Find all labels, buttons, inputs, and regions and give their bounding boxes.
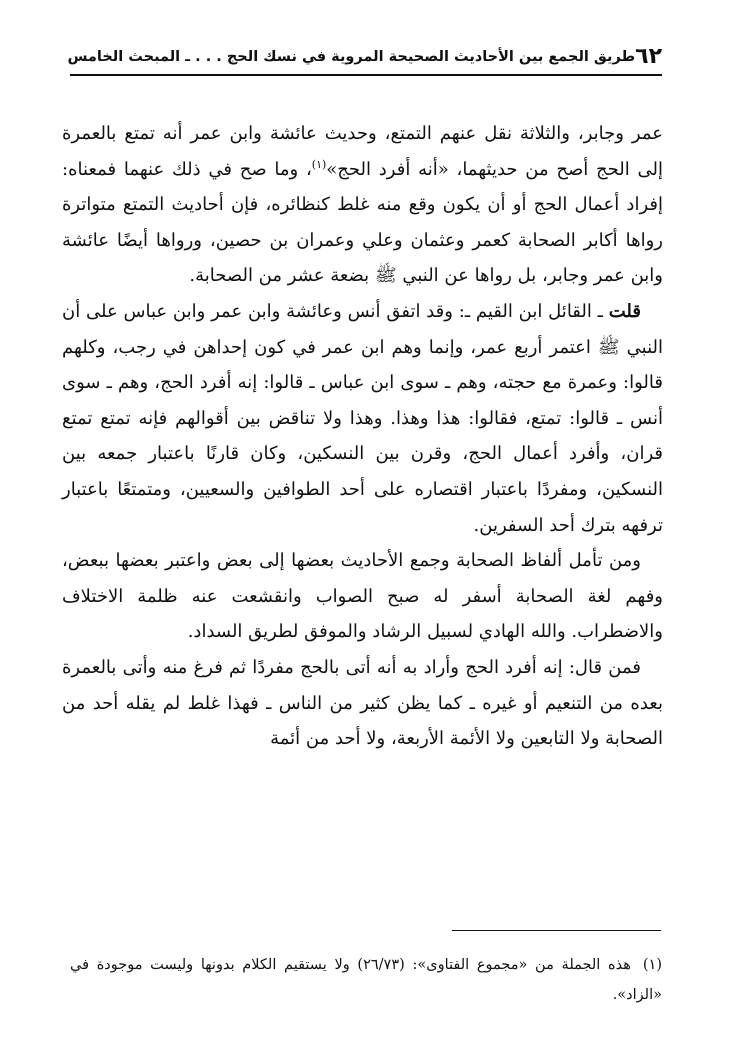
paragraph bbox=[62, 116, 663, 294]
paragraph-text: ـ القائل ابن القيم ـ: وقد اتفق أنس وعائشة وابن عمر وابن عباس على أن النبي ﷺ اعتمر أربع عمر، وإنما وهم ابن عمر في كون إحداهن في رجب، وكلهم قالوا: وعمرة مع حجته، وهم ـ سوى ابن عباس ـ قالوا: إنه أفرد الحج، وهم ـ سوى أنس ـ قالوا: تمتع، فقالوا: هذا وهذا. وهذا ولا تناقض بين أقوالهم فإنه تمتع تمتع قران، وأفرد أعمال الحج، وقرن بين النسكين، وكان قارنًا باعتبار جمعه بين النسكين، ومفردًا باعتبار اقتصاره على أحد الطوافين والسعيين، ومتمتعًا باعتبار ترفهه بترك أحد السفرين. bbox=[62, 300, 663, 536]
footnotes bbox=[70, 950, 662, 1010]
paragraph bbox=[62, 650, 663, 757]
footnote-number: (١) bbox=[642, 957, 662, 973]
main-text bbox=[62, 116, 663, 757]
paragraph-text: عمر وجابر، والثلاثة نقل عنهم التمتع، وحديث عائشة وابن عمر أنه تمتع بالعمرة إلى الحج أصح من حديثهما، «أنه أفرد الحج» bbox=[62, 123, 663, 180]
page-header bbox=[67, 38, 662, 76]
footnote-text: هذه الجملة من «مجموع الفتاوى»: (٢٦/٧٣) ولا يستقيم الكلام بدونها وليست موجودة في «الزاد». bbox=[70, 957, 662, 1003]
paragraph-text: ومن تأمل ألفاظ الصحابة وجمع الأحاديث بعضها إلى بعض واعتبر بعضها ببعض، وفهم لغة الصحابة أسفر له صبح الصواب وانقشعت عنه ظلمة الاختلاف والاضطراب. والله الهادي لسبيل الرشاد والموفق لطريق السداد. bbox=[62, 550, 663, 643]
paragraph-lead-word: قلت bbox=[608, 300, 641, 322]
running-head: طريق الجمع بين الأحاديث الصحيحة المروية في نسك الحج . . . ـ المبحث الخامس bbox=[67, 49, 636, 65]
paragraph bbox=[62, 294, 663, 543]
page-number: ٦٢ bbox=[635, 44, 662, 69]
footnote-separator bbox=[452, 930, 661, 931]
footnote bbox=[70, 950, 662, 1010]
paragraph-text-continued: ، وما صح في ذلك عنهما فمعناه: إفراد أعمال الحج أو أن يكون وقع منه غلط كنظائره، فإن أحاديث التمتع متواترة رواها أكابر الصحابة كعمر وعثمان وعلي وعمران بن حصين، ورواها أيضًا عائشة وابن عمر وجابر، بل رواها عن النبي ﷺ بضعة عشر من الصحابة. bbox=[62, 158, 663, 287]
footnote-reference: (١) bbox=[311, 157, 327, 171]
paragraph-text: فمن قال: إنه أفرد الحج وأراد به أنه أتى بالحج مفردًا ثم فرغ منه وأتى بالعمرة بعده من التنعيم أو غيره ـ كما يظن كثير من الناس ـ فهذا غلط لم يقله أحد من الصحابة ولا التابعين ولا الأئمة الأربعة، ولا أحد من أئمة bbox=[62, 656, 663, 750]
paragraph bbox=[62, 543, 663, 650]
